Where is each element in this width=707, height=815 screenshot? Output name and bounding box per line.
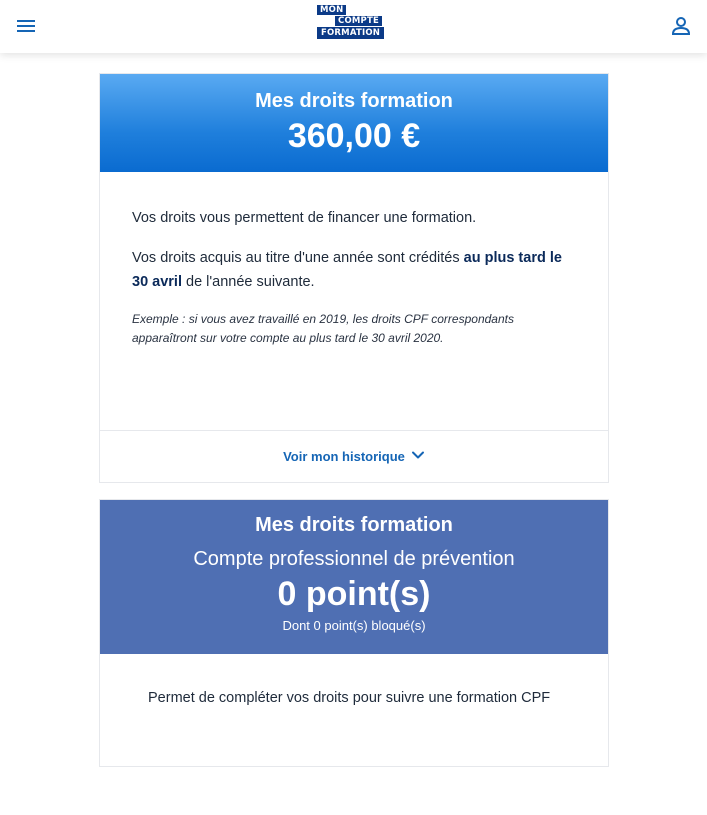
view-history-label: Voir mon historique bbox=[283, 449, 405, 464]
training-rights-card bbox=[99, 73, 609, 483]
card-title: Mes droits formation bbox=[255, 90, 453, 112]
prevention-account-card bbox=[99, 499, 609, 767]
logo-line-1: MON bbox=[317, 5, 346, 15]
mon-compte-formation-logo[interactable] bbox=[317, 5, 391, 43]
prevention-account-header bbox=[100, 500, 608, 654]
user-account-icon[interactable] bbox=[669, 14, 693, 38]
card-title: Mes droits formation bbox=[255, 514, 453, 536]
hamburger-menu-icon[interactable] bbox=[14, 14, 38, 38]
view-history-link[interactable] bbox=[283, 448, 425, 465]
prevention-account-subtitle: Compte professionnel de prévention bbox=[193, 548, 515, 570]
rights-explanation: Vos droits vous permettent de financer une formation. bbox=[132, 210, 477, 226]
credit-info-text-end: de l'année suivante. bbox=[182, 274, 315, 290]
prevention-account-body bbox=[100, 654, 608, 710]
blocked-points: Dont 0 point(s) bloqué(s) bbox=[282, 618, 426, 633]
card-footer bbox=[100, 430, 608, 482]
prevention-points: 0 point(s) bbox=[277, 575, 431, 613]
credit-info-text-start: Vos droits acquis au titre d'une année sont crédités bbox=[132, 250, 464, 266]
rights-credit-info bbox=[132, 246, 576, 294]
prevention-description: Permet de compléter vos droits pour suivre une formation CPF bbox=[148, 690, 551, 706]
training-rights-body bbox=[100, 172, 608, 348]
credit-deadline: au plus tard le 30 avril bbox=[132, 250, 562, 290]
rights-amount: 360,00 € bbox=[287, 117, 421, 155]
chevron-down-icon bbox=[411, 448, 425, 465]
logo-line-3: FORMATION bbox=[317, 27, 384, 39]
logo-line-2: COMPTE bbox=[335, 16, 382, 26]
training-rights-header bbox=[100, 74, 608, 172]
top-navigation-bar bbox=[0, 0, 707, 53]
rights-example: Exemple : si vous avez travaillé en 2019, les droits CPF correspondants apparaîtront sur votre compte au plus tard le 30 avril 2020. bbox=[132, 312, 514, 345]
